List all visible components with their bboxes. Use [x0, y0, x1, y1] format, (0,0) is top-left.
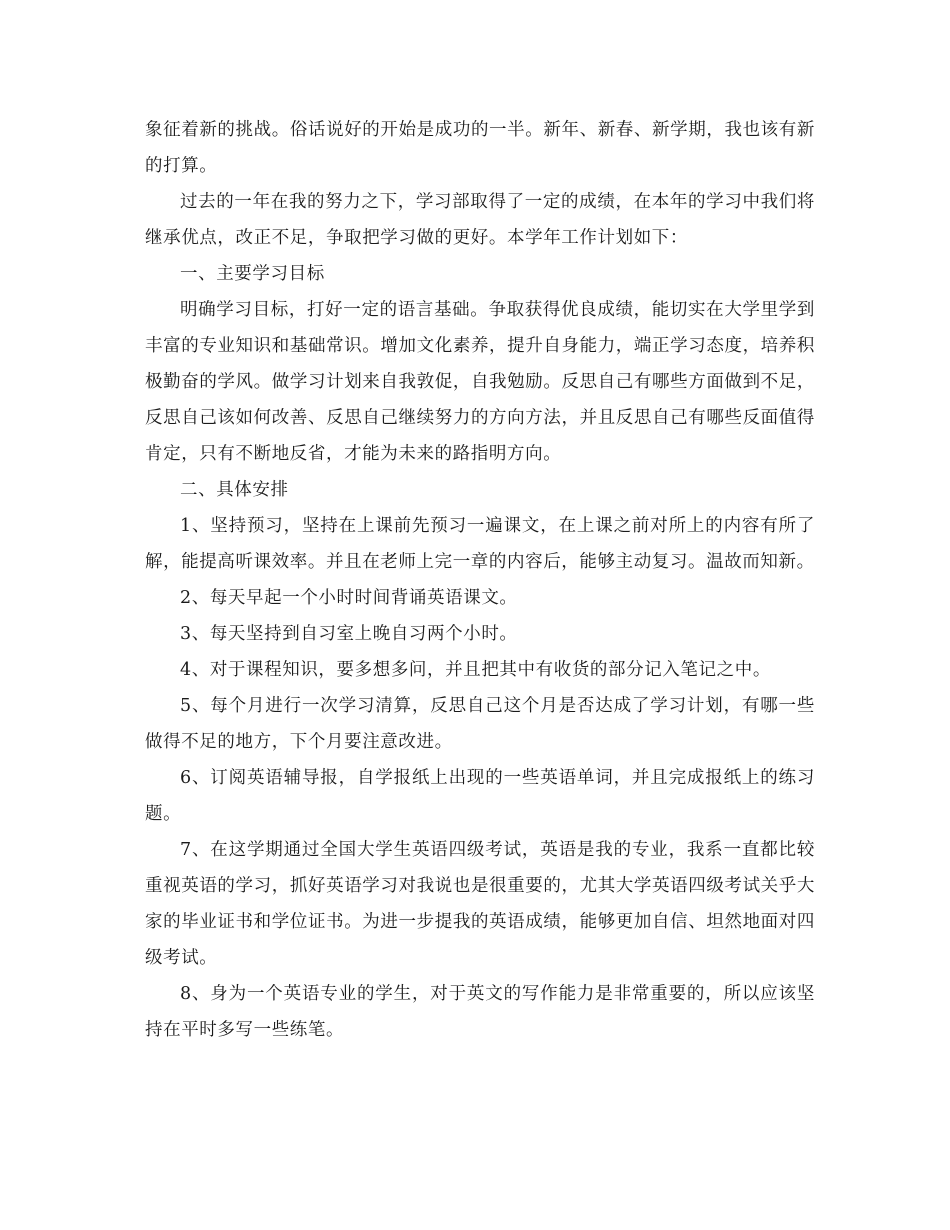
paragraph: 象征着新的挑战。俗话说好的开始是成功的一半。新年、新春、新学期，我也该有新的打算。 [145, 120, 815, 176]
section-heading: 二、具体安排 [180, 480, 289, 500]
section-heading: 一、主要学习目标 [180, 264, 325, 284]
list-item: 5、每个月进行一次学习清算，反思自己这个月是否达成了学习计划，有哪一些做得不足的地方，下个月要注意改进。 [145, 696, 815, 752]
list-item: 3、每天坚持到自习室上晚自习两个小时。 [180, 624, 518, 644]
list-item: 7、在这学期通过全国大学生英语四级考试，英语是我的专业，我系一直都比较重视英语的学习，抓好英语学习对我说也是很重要的，尤其大学英语四级考试关乎大家的毕业证书和学位证书。为进一步提我的英语成绩，能够更加自信、坦然地面对四级考试。 [145, 840, 815, 968]
list-item: 6、订阅英语辅导报，自学报纸上出现的一些英语单词，并且完成报纸上的练习题。 [145, 768, 815, 824]
paragraph: 过去的一年在我的努力之下，学习部取得了一定的成绩，在本年的学习中我们将继承优点，改正不足，争取把学习做的更好。本学年工作计划如下： [145, 192, 815, 248]
list-item: 8、身为一个英语专业的学生，对于英文的写作能力是非常重要的，所以应该坚持在平时多写一些练笔。 [145, 984, 815, 1040]
list-item: 2、每天早起一个小时时间背诵英语课文。 [180, 588, 518, 608]
document-body [145, 112, 815, 1048]
paragraph: 明确学习目标，打好一定的语言基础。争取获得优良成绩，能切实在大学里学到丰富的专业知识和基础常识。增加文化素养，提升自身能力，端正学习态度，培养积极勤奋的学风。做学习计划来自我敦促，自我勉励。反思自己有哪些方面做到不足，反思自己该如何改善、反思自己继续努力的方向方法，并且反思自己有哪些反面值得肯定，只有不断地反省，才能为未来的路指明方向。 [145, 300, 815, 464]
list-item: 4、对于课程知识，要多想多问，并且把其中有收货的部分记入笔记之中。 [180, 660, 771, 680]
list-item: 1、坚持预习，坚持在上课前先预习一遍课文，在上课之前对所上的内容有所了解，能提高听课效率。并且在老师上完一章的内容后，能够主动复习。温故而知新。 [145, 516, 815, 572]
